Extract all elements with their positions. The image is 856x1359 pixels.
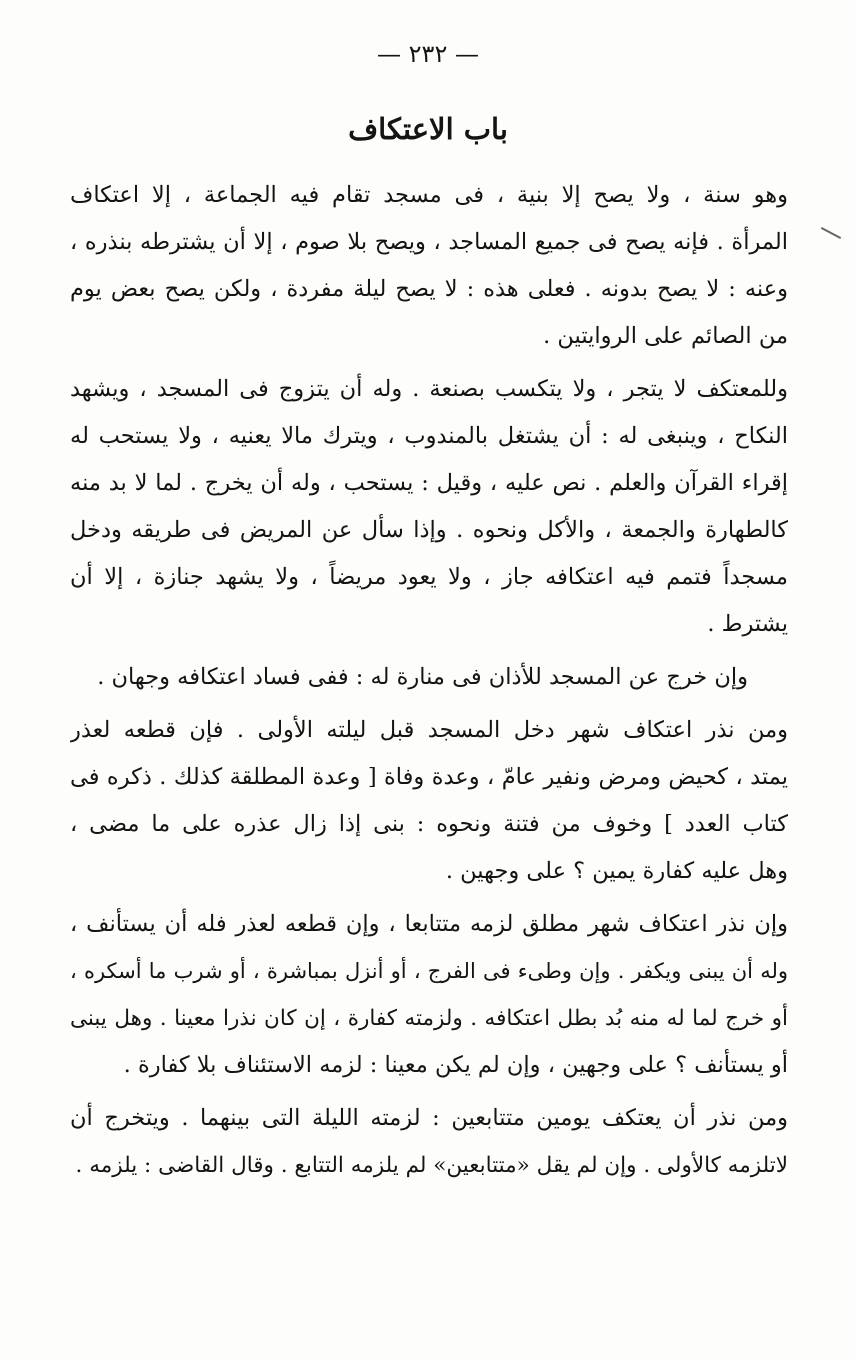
text-line: يمتد ، كحيض ومرض ونفير عامّ ، وعدة وفاة [ وعدة المطلقة كذلك . ذكره فى <box>70 764 788 790</box>
text-line: لاتلزمه كالأولى . وإن لم يقل «متتابعين» لم يلزمه التتابع . وقال القاضى : يلزمه . <box>75 1153 788 1178</box>
paragraph <box>70 707 788 895</box>
text-line: يشترط . <box>707 611 788 637</box>
paragraph <box>70 366 788 648</box>
body-text <box>70 172 788 1195</box>
text-line: مسجداً فتمم فيه اعتكافه جاز ، ولا يعود مريضاً ، ولا يشهد جنازة ، إلا أن <box>70 564 788 590</box>
text-line: وللمعتكف لا يتجر ، ولا يتكسب بصنعة . وله أن يتزوج فى المسجد ، ويشهد <box>70 376 788 402</box>
text-line: وعنه : لا يصح بدونه . فعلى هذه : لا يصح ليلة مفردة ، ولكن يصح بعض يوم <box>70 276 788 302</box>
text-line: ومن نذر اعتكاف شهر دخل المسجد قبل ليلته الأولى . فإن قطعه لعذر <box>70 717 788 743</box>
text-line: كالطهارة والجمعة ، والأكل ونحوه . وإذا سأل عن المريض فى طريقه ودخل <box>70 517 788 543</box>
text-line: من الصائم على الروايتين . <box>543 323 788 349</box>
text-line: أو يستأنف ؟ على وجهين ، وإن لم يكن معينا : لزمه الاستئناف بلا كفارة . <box>123 1052 788 1078</box>
text-line: وإن خرج عن المسجد للأذان فى منارة له : ففى فساد اعتكافه وجهان . <box>97 664 748 690</box>
text-line: المرأة . فإنه يصح فى جميع المساجد ، ويصح بلا صوم ، إلا أن يشترطه بنذره ، <box>70 229 788 255</box>
text-line: ومن نذر أن يعتكف يومين متتابعين : لزمته الليلة التى بينهما . ويتخرج أن <box>70 1105 788 1131</box>
margin-mark <box>821 227 841 239</box>
text-line: أو خرج لما له منه بُد بطل اعتكافه . ولزمته كفارة ، إن كان نذرا معينا . وهل يبنى <box>70 1006 788 1031</box>
text-line: وإن نذر اعتكاف شهر مطلق لزمه متتابعا ، وإن قطعه لعذر فله أن يستأنف ، <box>70 911 788 937</box>
text-line: النكاح ، وينبغى له : أن يشتغل بالمندوب ، ويترك مالا يعنيه ، ولا يستحب له <box>70 423 788 449</box>
paragraph <box>70 901 788 1089</box>
paragraph <box>70 654 788 701</box>
paragraph <box>70 172 788 360</box>
text-line: وهل عليه كفارة يمين ؟ على وجهين . <box>445 858 788 884</box>
text-line: إقراء القرآن والعلم . نص عليه ، وقيل : يستحب ، وله أن يخرج . لما لا بد منه <box>70 470 788 496</box>
paragraph <box>70 1095 788 1189</box>
page-number: — ٢٣٢ — <box>377 40 479 68</box>
chapter-title: باب الاعتكاف <box>348 112 508 146</box>
text-line: وهو سنة ، ولا يصح إلا بنية ، فى مسجد تقام فيه الجماعة ، إلا اعتكاف <box>70 182 788 208</box>
text-line: وله أن يبنى ويكفر . وإن وطىء فى الفرج ، أو أنزل بمباشرة ، أو شرب ما أسكره ، <box>70 959 788 983</box>
text-line: كتاب العدد ] وخوف من فتنة ونحوه : بنى إذا زال عذره على ما مضى ، <box>70 811 788 837</box>
